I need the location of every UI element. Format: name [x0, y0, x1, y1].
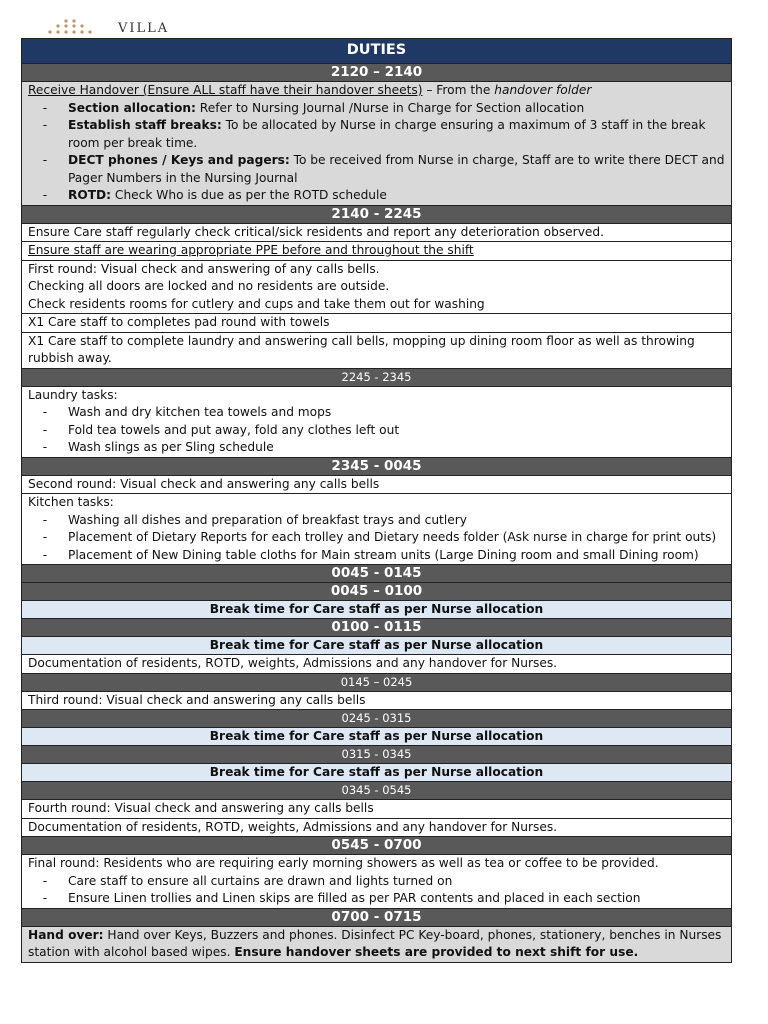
time-header: 0100 - 0115 — [22, 618, 731, 636]
time-header: 0145 – 0245 — [22, 673, 731, 691]
duty-row: First round: Visual check and answering of any calls bells. Checking all doors are locked and no residents are outside. Check residents rooms for cutlery and cups and take them out for washing — [22, 260, 731, 314]
list-item: - ROTD: Check Who is due as per the ROTD schedule — [42, 188, 387, 202]
break-row: Break time for Care staff as per Nurse allocation — [22, 600, 731, 618]
duty-row: Ensure Care staff regularly check critical/sick residents and report any deterioration observed. — [22, 223, 731, 242]
duty-row: X1 Care staff to completes pad round with towels — [22, 313, 731, 332]
logo-dots-icon — [42, 18, 98, 38]
time-header: 0545 - 0700 — [22, 836, 731, 854]
list-item: - Placement of Dietary Reports for each trolley and Dietary needs folder (Ask nurse in charge for print outs) — [42, 530, 717, 544]
time-header: 0315 - 0345 — [22, 745, 731, 763]
duty-row: Fourth round: Visual check and answering any calls bells — [22, 799, 731, 818]
kitchen-section: Kitchen tasks: - Washing all dishes and preparation of breakfast trays and cutlery - Placement of Dietary Reports for each trolley and Dietary needs folder (Ask nurse in charge for print outs) - Placement of New Dining table cloths for Main stream units (Large Dining room and small Dining room) — [22, 493, 731, 564]
handover-lead: Receive Handover (Ensure ALL staff have their handover sheets) – From the handover folder — [28, 83, 592, 97]
list-item: - DECT phones / Keys and pagers: To be received from Nurse in charge, Staff are to write there DECT and Pager Numbers in the Nursing Journal — [42, 153, 725, 185]
time-header: 2140 - 2245 — [22, 205, 731, 223]
handover-final: Hand over: Hand over Keys, Buzzers and phones. Disinfect PC Key-board, phones, stationery, benches in Nurses station with alcohol based wipes. Ensure handover sheets are provided to next shift for use. — [22, 926, 731, 962]
time-header: 2245 - 2345 — [22, 368, 731, 386]
time-header: 2345 - 0045 — [22, 457, 731, 475]
time-header: 0045 – 0100 — [22, 582, 731, 600]
list-item: - Washing all dishes and preparation of breakfast trays and cutlery — [42, 512, 467, 527]
duty-row: Documentation of residents, ROTD, weights, Admissions and any handover for Nurses. — [22, 818, 731, 837]
duty-row: Third round: Visual check and answering any calls bells — [22, 691, 731, 710]
duty-row: Ensure staff are wearing appropriate PPE before and throughout the shift — [22, 241, 731, 260]
final-round-section: Final round: Residents who are requiring early morning showers as well as tea or coffee to be provided. - Care staff to ensure all curtains are drawn and lights turned on - Ensure Linen trollies and Linen skips are filled as per PAR contents and placed in each section — [22, 854, 731, 908]
list-item: - Wash and dry kitchen tea towels and mops — [42, 405, 332, 419]
duty-row: X1 Care staff to complete laundry and answering call bells, mopping up dining room floor as well as throwing rubbish away. — [22, 332, 731, 368]
list-item: - Fold tea towels and put away, fold any clothes left out — [42, 422, 400, 437]
duty-row: Second round: Visual check and answering any calls bells — [22, 475, 731, 494]
break-row: Break time for Care staff as per Nurse allocation — [22, 763, 731, 781]
time-header: 0045 - 0145 — [22, 564, 731, 582]
table-title: DUTIES — [22, 39, 731, 63]
break-row: Break time for Care staff as per Nurse allocation — [22, 636, 731, 654]
header-logo — [40, 18, 240, 38]
list-item: - Care staff to ensure all curtains are drawn and lights turned on — [42, 873, 453, 888]
duty-row: Documentation of residents, ROTD, weights, Admissions and any handover for Nurses. — [22, 654, 731, 673]
list-item: - Wash slings as per Sling schedule — [42, 440, 274, 454]
time-header: 0345 - 0545 — [22, 781, 731, 799]
laundry-section: Laundry tasks: - Wash and dry kitchen tea towels and mops - Fold tea towels and put away, fold any clothes left out - Wash slings as per Sling schedule — [22, 386, 731, 457]
break-row: Break time for Care staff as per Nurse allocation — [22, 727, 731, 745]
list-item: - Ensure Linen trollies and Linen skips are filled as per PAR contents and placed in each section — [42, 891, 641, 905]
logo-text: VILLA — [118, 21, 170, 36]
time-header: 2120 – 2140 — [22, 63, 731, 81]
list-item: - Establish staff breaks: To be allocated by Nurse in charge ensuring a maximum of 3 staff in the break room per break time. — [42, 118, 706, 150]
time-header: 0700 - 0715 — [22, 908, 731, 926]
duties-table — [21, 38, 732, 963]
handover-section — [22, 81, 731, 205]
list-item: - Placement of New Dining table cloths for Main stream units (Large Dining room and small Dining room) — [42, 547, 699, 562]
time-header: 0245 - 0315 — [22, 709, 731, 727]
list-item: - Section allocation: Refer to Nursing Journal /Nurse in Charge for Section allocation — [42, 100, 585, 115]
